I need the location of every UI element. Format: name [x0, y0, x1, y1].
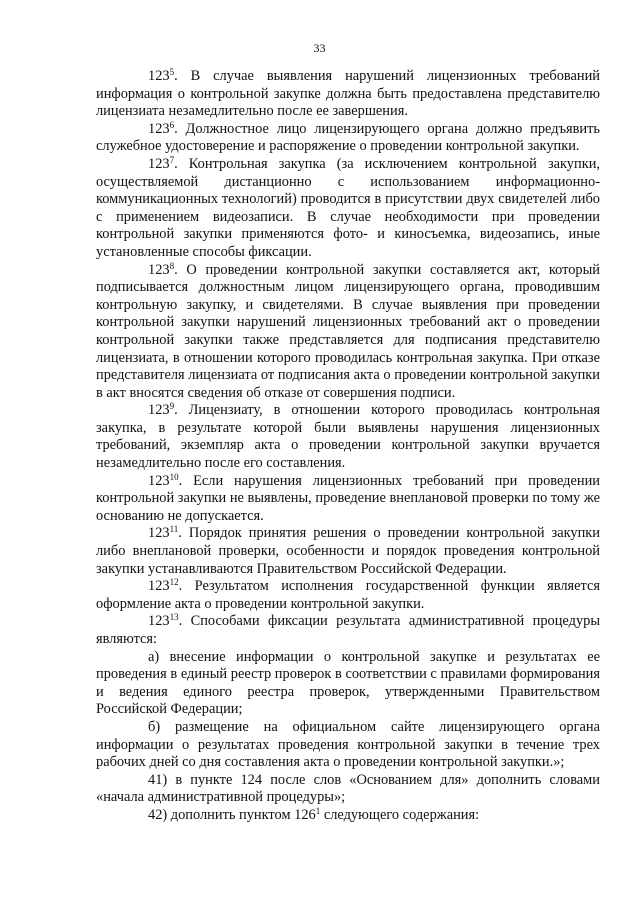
paragraph-text: а) внесение информации о контрольной закупке и результатах ее проведения в единый реестр проверок в соответствии с правилами формирования и ведения единого реестра проверок, утвержденными Правительством Российской Федерации;: [96, 648, 600, 718]
paragraph-superscript: 6: [169, 119, 175, 130]
paragraph-text: . Должностное лицо лицензирующего органа должно предъявить служебное удостоверение и распоряжение о проведении контрольной закупки.: [96, 120, 600, 155]
paragraph-123-12: [96, 578, 600, 613]
paragraph-number: 123: [148, 525, 170, 542]
paragraph-number: 123: [148, 120, 170, 137]
paragraph-123-10: [96, 473, 600, 526]
paragraph-123-11: [96, 525, 600, 578]
paragraph-superscript: 13: [169, 612, 179, 623]
paragraph-text: следующего содержания:: [320, 806, 480, 823]
paragraph-123-7: [96, 156, 600, 262]
paragraph-superscript: 12: [169, 577, 179, 588]
paragraph-text: . О проведении контрольной закупки составляется акт, который подписывается должностным лицом лицензирующего органа, проводившим контрольную закупку, и свидетелями. В случае выявления при проведении контрольной закупки нарушений лицензионных требований акт о проведении контрольной закупки также представляется для подписания представителю лицензиата, в отношении которого проводилась контрольная закупка. При отказе представителя лицензиата от подписания акта о проведении контрольной закупки в акт вносятся сведения об отказе от совершения подписи.: [96, 261, 600, 401]
paragraph-number: 123: [148, 68, 170, 84]
paragraph-text: . Контрольная закупка (за исключением контрольной закупки, осуществляемой дистанционно с использованием информационно-коммуникационных технологий) проводится в присутствии двух свидетелей либо с применением видеозаписи. В случае необходимости при проведении контрольной закупки применяются фото- и киносъемка, видеозапись, иные установленные способы фиксации.: [96, 155, 600, 260]
page-number: 33: [313, 41, 326, 55]
paragraph-superscript: 1: [315, 805, 321, 816]
paragraph-superscript: 11: [169, 524, 179, 535]
document-body: [96, 68, 600, 825]
paragraph-123-13: [96, 613, 600, 648]
paragraph-number: 123: [148, 155, 170, 172]
paragraph-superscript: 5: [169, 67, 175, 77]
paragraph-number: 123: [148, 578, 170, 595]
paragraph-number: 123: [148, 613, 170, 630]
paragraph-123-8: [96, 262, 600, 403]
paragraph-superscript: 8: [169, 260, 175, 271]
item-41: [96, 772, 600, 807]
paragraph-text: . Способами фиксации результата административной процедуры являются:: [96, 613, 600, 647]
paragraph-number: 42) дополнить пунктом 126: [148, 806, 316, 823]
paragraph-superscript: 7: [169, 154, 175, 165]
paragraph-123-6: [96, 121, 600, 156]
subparagraph-a: [96, 649, 600, 719]
paragraph-text: . Порядок принятия решения о проведении контрольной закупки либо внеплановой проверки, особенности и порядок проведения контрольной закупки устанавливаются Правительством Российской Федерации.: [96, 525, 600, 577]
paragraph-123-9: [96, 402, 600, 472]
subparagraph-b: [96, 719, 600, 772]
paragraph-text: . В случае выявления нарушений лицензионных требований информация о контрольной закупке должна быть предоставлена представителю лицензиата незамедлительно после ее завершения.: [96, 68, 600, 120]
paragraph-123-5: [96, 68, 600, 121]
paragraph-number: 123: [148, 402, 170, 419]
item-42: [96, 807, 600, 825]
paragraph-number: 123: [148, 261, 170, 278]
paragraph-superscript: 10: [169, 471, 179, 482]
paragraph-text: б) размещение на официальном сайте лицензирующего органа информации о результатах проведения контрольной закупки в течение трех рабочих дней со дня составления акта о проведении контрольной закупки.»;: [96, 718, 600, 771]
paragraph-number: 123: [148, 472, 170, 489]
paragraph-text: . Лицензиату, в отношении которого проводилась контрольная закупка, в результате которой были выявлены нарушения лицензионных требований, экземпляр акта о проведении контрольной закупки вручается незамедлительно после его составления.: [96, 402, 600, 472]
paragraph-text: . Если нарушения лицензионных требований при проведении контрольной закупки не выявлены, проведение внеплановой проверки по тому же основанию не допускается.: [96, 472, 600, 524]
paragraph-text: 41) в пункте 124 после слов «Основанием для» дополнить словами «начала административной процедуры»;: [96, 771, 600, 806]
paragraph-text: . Результатом исполнения государственной функции является оформление акта о проведении контрольной закупки.: [96, 578, 600, 612]
paragraph-superscript: 9: [169, 401, 175, 412]
